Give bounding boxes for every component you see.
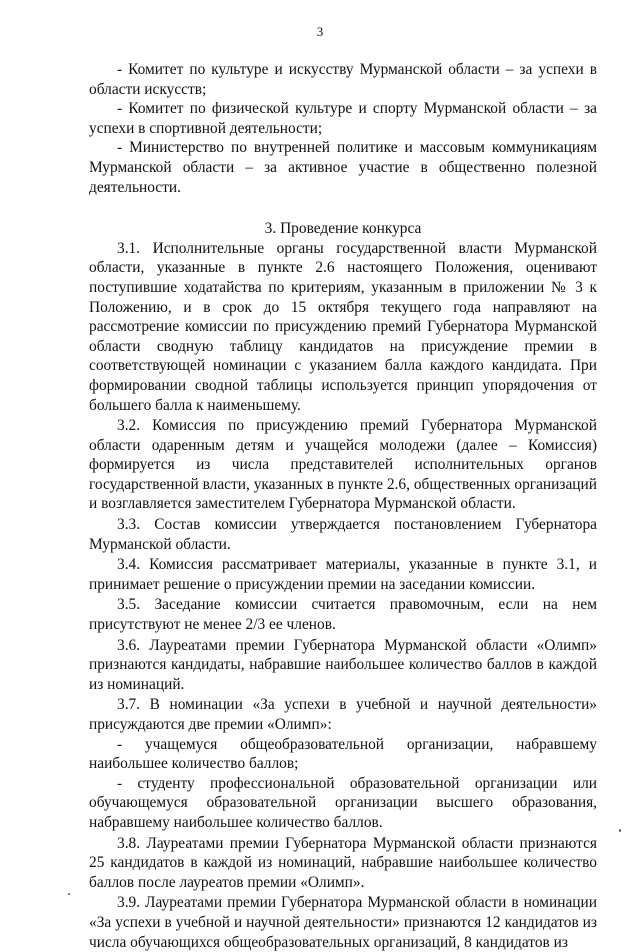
list-item-culture-committee: - Комитет по культуре и искусству Мурманской области – за успехи в области искусств; (89, 61, 597, 98)
paragraph-3-7-item-b: - студенту профессиональной образовательной организации или обучающемуся образовательной организации высшего образования, набравшему наибольшее количество баллов. (89, 774, 597, 831)
paragraph-3-6: 3.6. Лауреатами премии Губернатора Мурманской области «Олимп» признаются кандидаты, набравшие наибольшее количество баллов в каждой из номинаций. (89, 636, 597, 693)
paragraph-3-7: 3.7. В номинации «За успехи в учебной и научной деятельности» присуждаются две премии «Олимп»: (89, 696, 597, 733)
page-number: 3 (316, 24, 324, 39)
paragraph-3-1: 3.1. Исполнительные органы государственной власти Мурманской области, указанные в пункте 2.6 настоящего Положения, оценивают поступившие ходатайства по критериям, указанным в приложении № 3 к Положению, и в срок до 15 октября текущего года направляют на рассмотрение комиссии по присуждению премий Губернатора Мурманской области сводную таблицу кандидатов на присуждение премии в соответствующей номинации с указанием балла каждого кандидата. При формировании сводной таблицы используется принцип упорядочения от большего балла к наименьшему. (89, 239, 597, 414)
document-body (89, 60, 597, 952)
paragraph-3-2: 3.2. Комиссия по присуждению премий Губернатора Мурманской области одаренным детям и учащейся молодежи (далее – Комиссия) формируется из числа представителей исполнительных органов государственной власти, указанных в пункте 2.6, общественных организаций и возглавляется заместителем Губернатора Мурманской области. (89, 417, 597, 513)
paragraph-3-3: 3.3. Состав комиссии утверждается постановлением Губернатора Мурманской области. (89, 516, 597, 553)
paragraph-3-8: 3.8. Лауреатами премии Губернатора Мурманской области признаются 25 кандидатов в каждой из номинаций, набравшие наибольшее количество баллов после лауреатов премии «Олимп». (89, 834, 597, 891)
paragraph-3-5: 3.5. Заседание комиссии считается правомочным, если на нем присутствуют не менее 2/3 ее членов. (89, 596, 597, 634)
list-item-internal-policy-ministry: - Министерство по внутренней политике и массовым коммуникациям Мурманской области – за активное участие в общественно полезной деятельности. (89, 139, 597, 196)
scan-speck (619, 829, 621, 832)
scan-speck (68, 893, 70, 895)
section-heading: 3. Проведение конкурса (264, 220, 422, 238)
paragraph-3-7-item-a: - учащемуся общеобразовательной организации, набравшему наибольшее количество баллов; (89, 735, 597, 773)
list-item-sport-committee: - Комитет по физической культуре и спорту Мурманской области – за успехи в спортивной деятельности; (89, 100, 597, 137)
paragraph-3-4: 3.4. Комиссия рассматривает материалы, указанные в пункте 3.1, и принимает решение о присуждении премии на заседании комиссии. (89, 556, 597, 593)
paragraph-3-9: 3.9. Лауреатами премии Губернатора Мурманской области в номинации «За успехи в учебной и научной деятельности» признаются 12 кандидатов из числа обучающихся общеобразовательных организаций, 8 кандидатов из (89, 894, 597, 951)
